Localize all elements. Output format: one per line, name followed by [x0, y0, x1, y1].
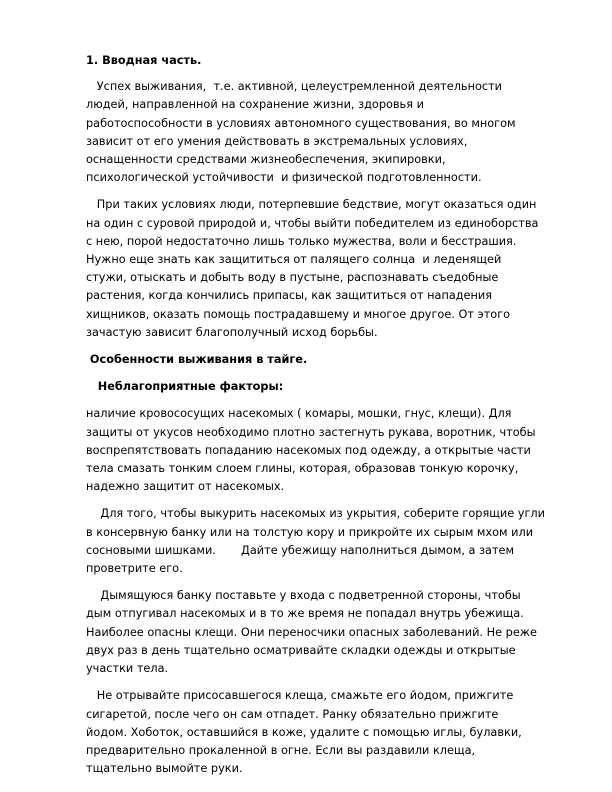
- text-line: людей, направленной на сохранение жизни, здоровья и: [86, 98, 424, 112]
- paragraph-tick-removal: [86, 687, 556, 778]
- text-line: растения, когда кончились припасы, как защититься от нападения: [86, 289, 493, 303]
- text-line: защиты от укусов необходимо плотно застегнуть рукава, воротник, чтобы: [86, 425, 536, 439]
- text-line: дым отпугивал насекомых и в то же время не попадал внутрь убежища.: [86, 607, 524, 621]
- text-line: стужи, отыскать и добыть воду в пустыне, распознавать съедобные: [86, 271, 499, 285]
- text-line: психологической устойчивости и физической подготовленности.: [86, 171, 482, 185]
- text-line: Успех выживания, т.е. активной, целеустремленной деятельности: [86, 80, 503, 94]
- text-line: надежно защитит от насекомых.: [86, 480, 285, 494]
- text-line: участки тела.: [86, 662, 169, 676]
- text-line: Не отрывайте присосавшегося клеща, смажьте его йодом, прижгите: [86, 689, 514, 703]
- text-line: сигаретой, после чего он сам отпадет. Ранку обязательно прижгите: [86, 707, 499, 721]
- text-line: сосновыми шишками. Дайте убежищу наполниться дымом, а затем: [86, 543, 515, 557]
- text-line: с нею, порой недостаточно лишь только мужества, воли и бесстрашия.: [86, 234, 517, 248]
- paragraph-intro: [86, 78, 556, 187]
- text-line: При таких условиях люди, потерпевшие бедствие, могут оказаться один: [86, 198, 537, 212]
- text-line: хищников, оказать помощь пострадавшему и многое другое. От этого: [86, 307, 511, 321]
- text-line: в консервную банку или на толстую кору и прикройте их сырым мхом или: [86, 525, 534, 539]
- text-line: двух раз в день тщательно осматривайте складки одежды и открытые: [86, 643, 516, 657]
- text-line: наличие кровососущих насекомых ( комары, мошки, гнус, клещи). Для: [86, 407, 512, 421]
- text-line: предварительно прокаленной в огне. Если вы раздавили клеща,: [86, 743, 476, 757]
- text-line: тщательно вымойте руки.: [86, 762, 243, 776]
- text-line: зачастую зависит благополучный исход борьбы.: [86, 325, 378, 339]
- text-line: Дымящуюся банку поставьте у входа с подветренной стороны, чтобы: [86, 589, 521, 603]
- section-heading-intro: 1. Вводная часть.: [86, 54, 202, 67]
- subheading-factors: Неблагоприятные факторы:: [86, 380, 284, 394]
- section-heading-taiga: Особенности выживания в тайге.: [86, 353, 308, 367]
- paragraph-conditions: [86, 196, 556, 342]
- paragraph-smoke: [86, 505, 556, 578]
- paragraph-ticks: [86, 587, 556, 678]
- text-line: Наиболее опасны клещи. Они переносчики опасных заболеваний. Не реже: [86, 625, 537, 639]
- text-line: проветрите его.: [86, 562, 183, 576]
- text-line: тела смазать тонким слоем глины, которая, образовав тонкую корочку,: [86, 462, 519, 476]
- text-line: Нужно еще знать как защититься от палящего солнца и леденящей: [86, 253, 502, 267]
- document-page: [86, 52, 556, 778]
- text-line: оснащенности средствами жизнеобеспечения, экипировки,: [86, 153, 446, 167]
- text-line: воспрепятствовать попаданию насекомых под одежду, а открытые части: [86, 443, 531, 457]
- text-line: йодом. Хоботок, оставшийся в коже, удалите с помощью иглы, булавки,: [86, 725, 522, 739]
- text-line: на один с суровой природой и, чтобы выйти победителем из единоборства: [86, 216, 539, 230]
- text-line: зависит от его умения действовать в экстремальных условиях,: [86, 134, 468, 148]
- paragraph-insects: [86, 405, 556, 496]
- text-line: работоспособности в условиях автономного существования, во многом: [86, 116, 516, 130]
- text-line: Для того, чтобы выкурить насекомых из укрытия, соберите горящие угли: [86, 507, 545, 521]
